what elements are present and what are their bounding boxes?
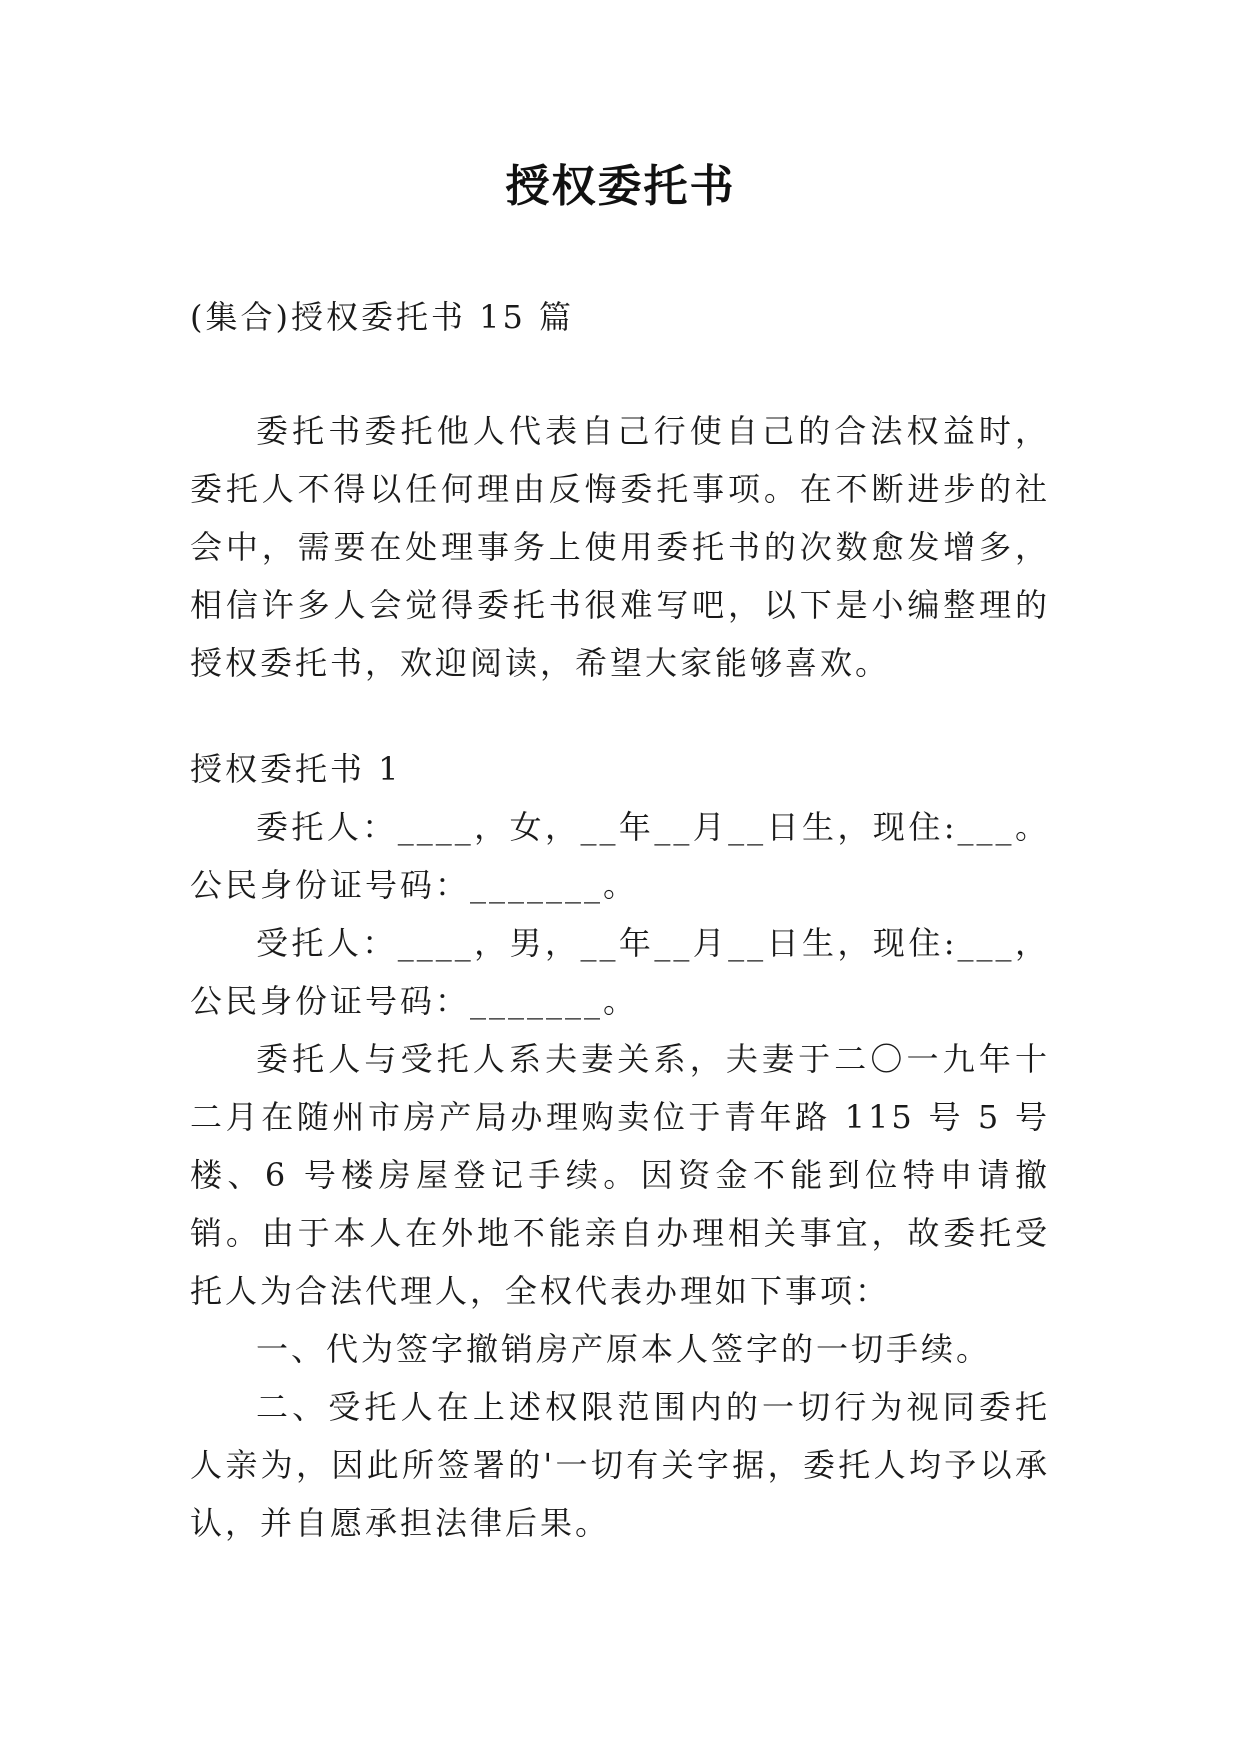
- item-two-paragraph: 二、受托人在上述权限范围内的一切行为视同委托人亲为，因此所签署的'一切有关字据，委托人均予以承认，并自愿承担法律后果。: [190, 1388, 1050, 1542]
- document-subtitle: (集合)授权委托书 15 篇: [190, 298, 575, 336]
- item-one-paragraph: 一、代为签字撤销房产原本人签字的一切手续。: [256, 1330, 992, 1368]
- relationship-paragraph: 委托人与受托人系夫妻关系，夫妻于二〇一九年十二月在随州市房产局办理购卖位于青年路 115 号 5 号楼、6 号楼房屋登记手续。因资金不能到位特申请撤销。由于本人在外地不能亲自办理相关事宜，故委托受托人为合法代理人，全权代表办理如下事项：: [190, 1040, 1050, 1310]
- agent-paragraph: 受托人：____，男，__年__月__日生，现住:___，公民身份证号码：_______。: [190, 924, 1050, 1020]
- section-1: [190, 740, 1050, 1552]
- document-title: 授权委托书: [505, 161, 736, 212]
- intro-paragraph: 委托书委托他人代表自己行使自己的合法权益时，委托人不得以任何理由反悔委托事项。在不断进步的社会中，需要在处理事务上使用委托书的次数愈发增多，相信许多人会觉得委托书很难写吧，以下是小编整理的授权委托书，欢迎阅读，希望大家能够喜欢。: [190, 412, 1050, 682]
- section-heading: 授权委托书 1: [190, 750, 402, 788]
- principal-paragraph: 委托人：____，女，__年__月__日生，现住:___。公民身份证号码：_______。: [190, 808, 1050, 904]
